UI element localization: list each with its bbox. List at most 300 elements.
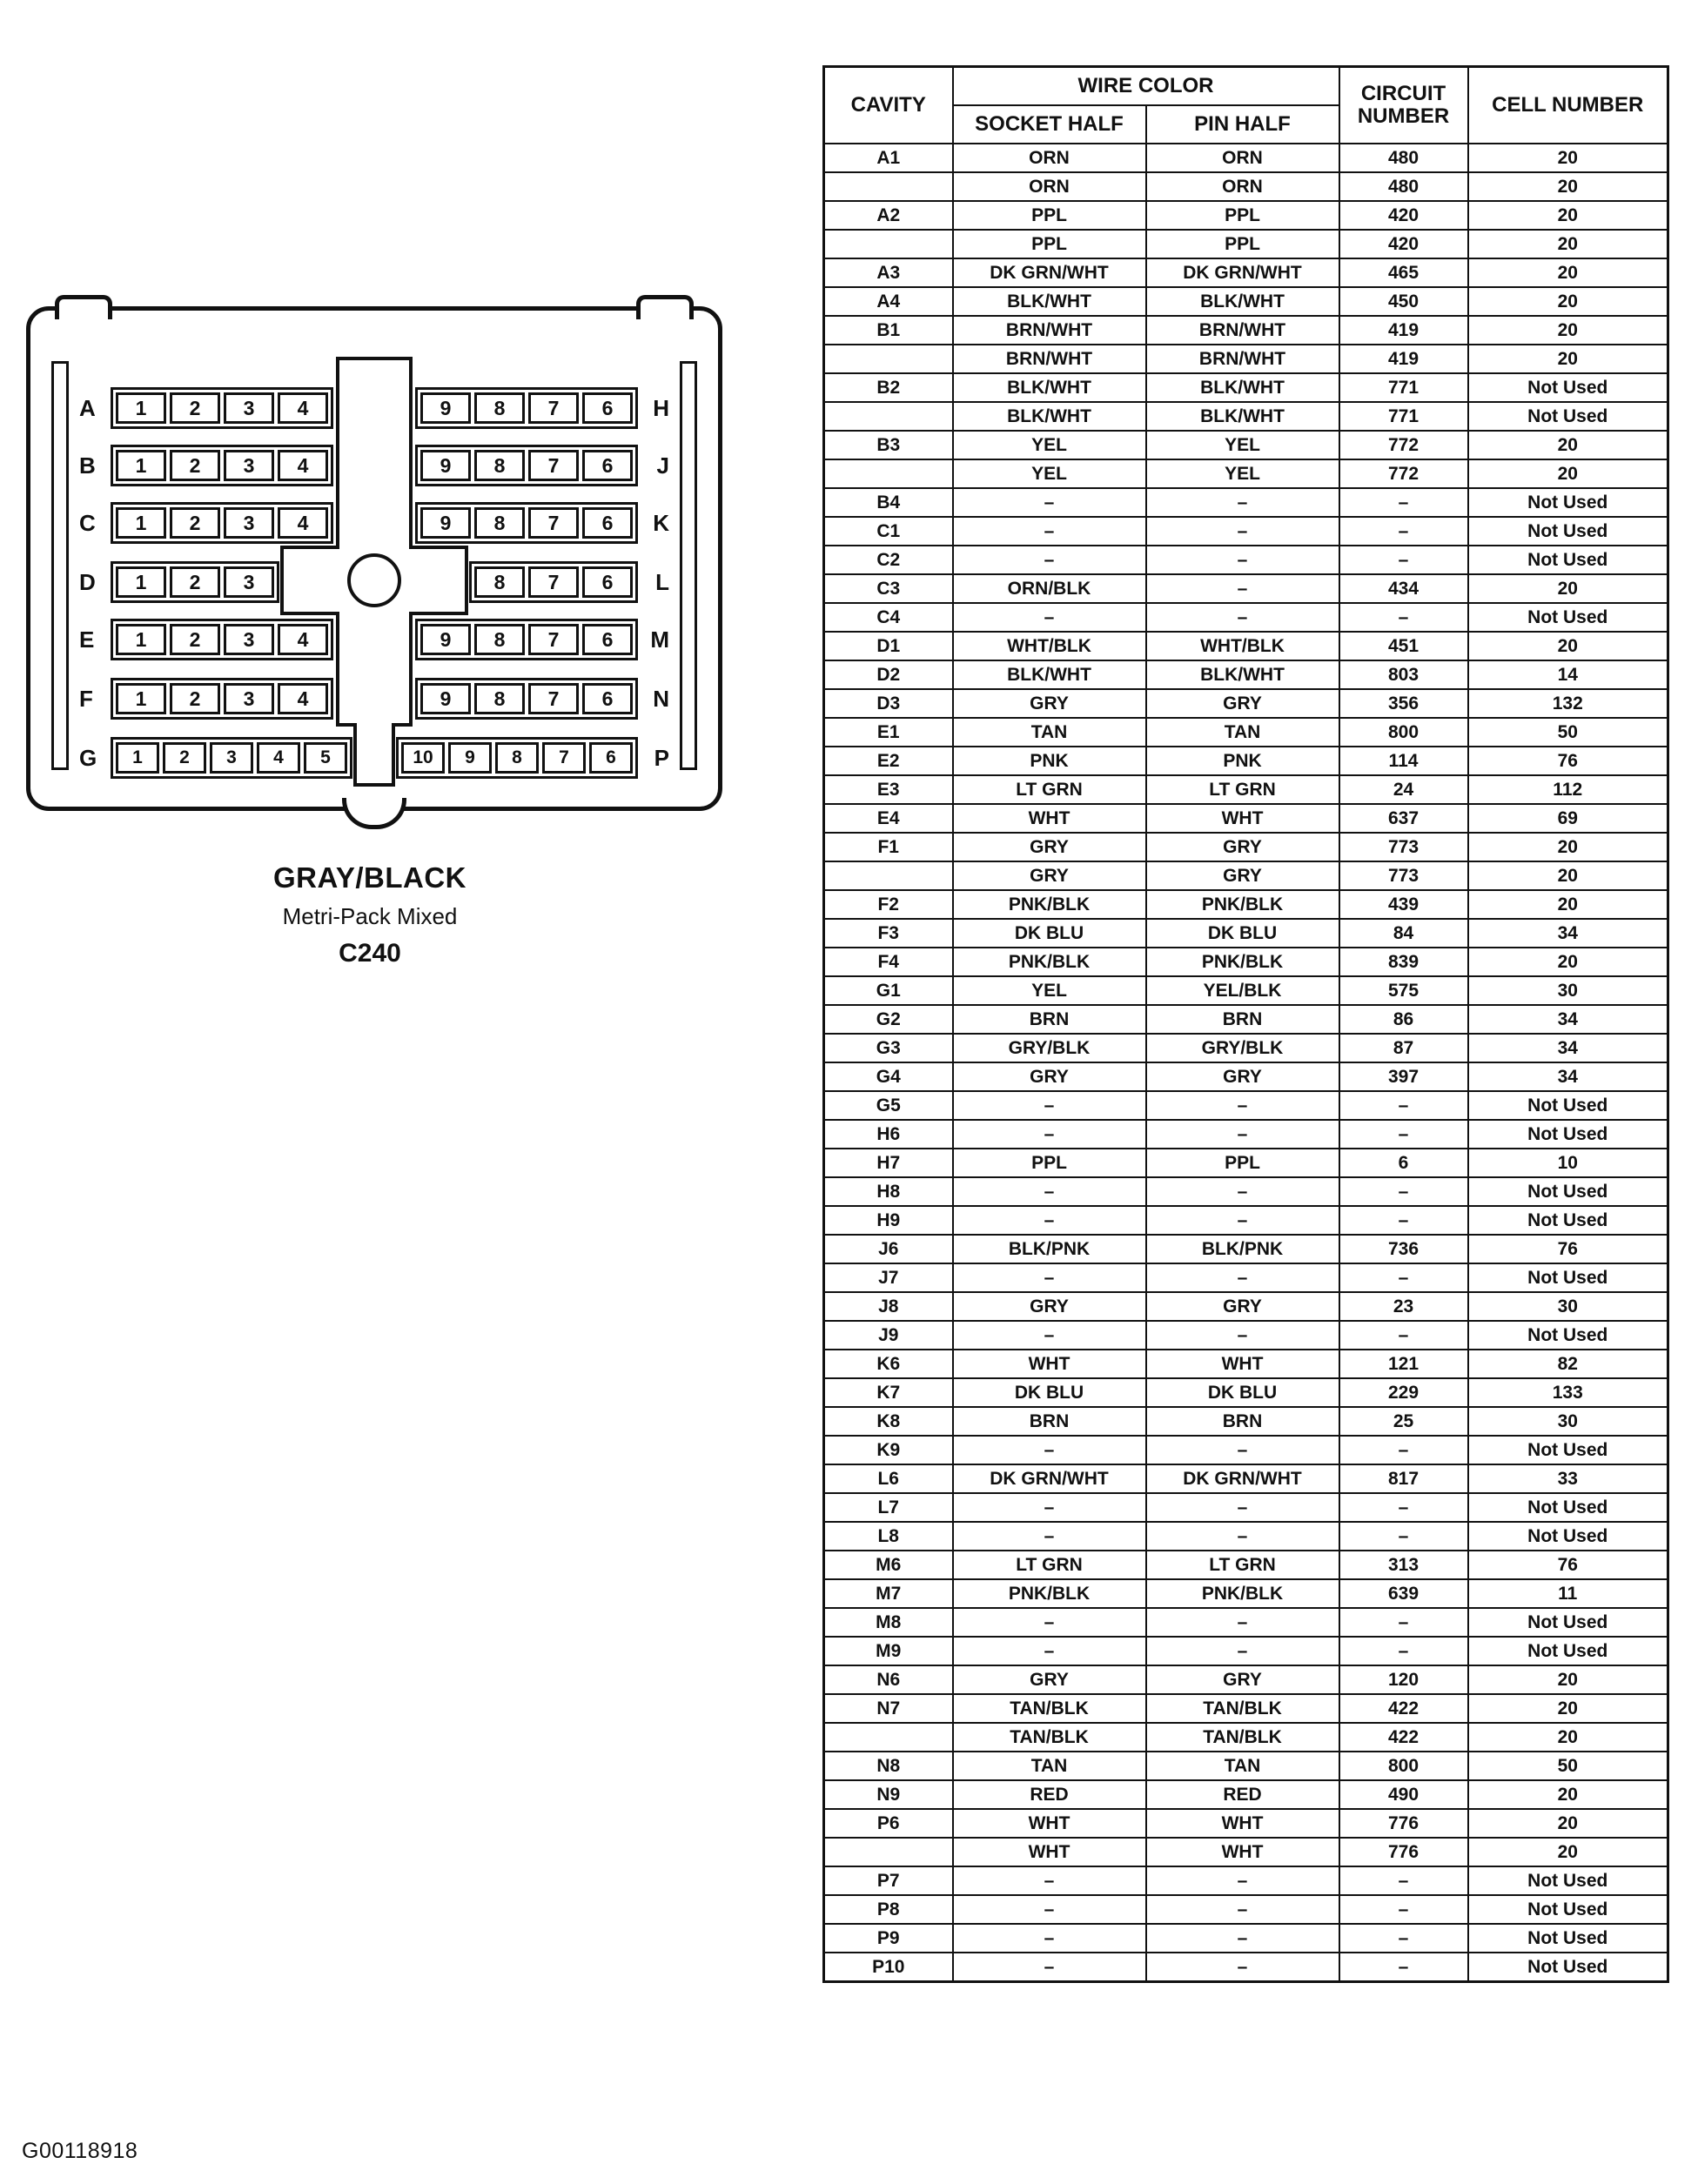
socket-half-cell: GRY (953, 1062, 1146, 1091)
pin-K6: 6 (582, 507, 633, 539)
cavity-cell: A4 (824, 287, 953, 316)
cavity-cell: P7 (824, 1866, 953, 1895)
cell-number-cell: 20 (1468, 1723, 1668, 1752)
wire-table-row (824, 1034, 1668, 1062)
wire-table-row (824, 144, 1668, 172)
wire-table-row (824, 1120, 1668, 1149)
cavity-cell: F1 (824, 833, 953, 861)
pin-half-cell: DK GRN/WHT (1146, 258, 1339, 287)
cavity-cell (824, 1723, 953, 1752)
socket-half-cell: ORN/BLK (953, 574, 1146, 603)
cell-number-cell: 20 (1468, 632, 1668, 660)
pin-C4: 4 (278, 507, 328, 539)
pin-half-cell: PNK (1146, 747, 1339, 775)
circuit-number-cell: 439 (1339, 890, 1468, 919)
pin-L7: 7 (528, 566, 579, 598)
cavity-cell: D3 (824, 689, 953, 718)
cavity-cell: C3 (824, 574, 953, 603)
wire-table-row (824, 1551, 1668, 1579)
connector-pin-rows (30, 311, 718, 807)
pin-half-cell: PNK/BLK (1146, 948, 1339, 976)
pin-P7: 7 (542, 742, 586, 774)
wire-table-row (824, 402, 1668, 431)
pin-half-cell: ORN (1146, 144, 1339, 172)
cell-number-cell: 132 (1468, 689, 1668, 718)
pin-group-left-C (111, 502, 333, 544)
pin-half-cell: – (1146, 1177, 1339, 1206)
pin-F3: 3 (224, 683, 274, 714)
pin-K7: 7 (528, 507, 579, 539)
connector-row-label-C: C (79, 510, 96, 536)
cell-number-cell: Not Used (1468, 1522, 1668, 1551)
connector-row-D (79, 561, 669, 603)
socket-half-cell: BLK/PNK (953, 1235, 1146, 1263)
pin-half-cell: – (1146, 1608, 1339, 1637)
cell-number-cell: Not Used (1468, 1091, 1668, 1120)
cavity-cell: N8 (824, 1752, 953, 1780)
socket-half-cell: – (953, 1924, 1146, 1953)
socket-half-cell: PNK/BLK (953, 948, 1146, 976)
pin-half-cell: WHT (1146, 1350, 1339, 1378)
cavity-cell: A2 (824, 201, 953, 230)
pin-half-cell: DK GRN/WHT (1146, 1464, 1339, 1493)
circuit-number-cell: 25 (1339, 1407, 1468, 1436)
cavity-cell (824, 230, 953, 258)
wire-table-row (824, 1206, 1668, 1235)
pin-half-cell: LT GRN (1146, 775, 1339, 804)
connector-type-label: Metri-Pack Mixed (282, 903, 458, 929)
circuit-number-cell: – (1339, 1953, 1468, 1982)
cell-number-cell: 20 (1468, 861, 1668, 890)
cell-number-cell: 20 (1468, 230, 1668, 258)
cavity-cell: K9 (824, 1436, 953, 1464)
pin-half-cell: – (1146, 1321, 1339, 1350)
cavity-cell (824, 345, 953, 373)
cavity-cell: C1 (824, 517, 953, 546)
cavity-cell: G5 (824, 1091, 953, 1120)
pin-half-cell: TAN/BLK (1146, 1723, 1339, 1752)
pin-half-cell: DK BLU (1146, 1378, 1339, 1407)
circuit-number-cell: 23 (1339, 1292, 1468, 1321)
pin-half-cell: GRY (1146, 861, 1339, 890)
cell-number-cell: 30 (1468, 1407, 1668, 1436)
pin-group-left-E (111, 619, 333, 660)
cell-number-cell: 20 (1468, 1665, 1668, 1694)
pin-M9: 9 (420, 624, 471, 655)
socket-half-cell: BRN (953, 1407, 1146, 1436)
connector-row-C (79, 502, 669, 544)
circuit-number-cell: 434 (1339, 574, 1468, 603)
pin-M7: 7 (528, 624, 579, 655)
pin-group-right-J (415, 445, 638, 486)
socket-half-cell: YEL (953, 459, 1146, 488)
wire-table-row (824, 1895, 1668, 1924)
pin-group-left-F (111, 678, 333, 720)
connector-row-G (79, 737, 669, 779)
socket-half-cell: BRN/WHT (953, 345, 1146, 373)
connector-row-label-L: L (655, 569, 669, 595)
cavity-cell: G3 (824, 1034, 953, 1062)
wire-table-row (824, 1436, 1668, 1464)
circuit-number-cell: 480 (1339, 172, 1468, 201)
circuit-number-cell: – (1339, 1321, 1468, 1350)
cell-number-cell: Not Used (1468, 1436, 1668, 1464)
circuit-number-cell: 575 (1339, 976, 1468, 1005)
circuit-number-cell: 419 (1339, 345, 1468, 373)
socket-half-cell: DK GRN/WHT (953, 258, 1146, 287)
pin-half-cell: – (1146, 1895, 1339, 1924)
pin-N7: 7 (528, 683, 579, 714)
figure-id: G00118918 (22, 2139, 138, 2163)
pin-half-cell: LT GRN (1146, 1551, 1339, 1579)
connector-row-label-J: J (656, 452, 669, 479)
pin-half-cell: – (1146, 1091, 1339, 1120)
circuit-number-cell: 637 (1339, 804, 1468, 833)
cavity-cell: C4 (824, 603, 953, 632)
wire-table-row (824, 718, 1668, 747)
pin-H6: 6 (582, 392, 633, 424)
cell-number-cell: Not Used (1468, 1120, 1668, 1149)
header-socket-half: SOCKET HALF (953, 105, 1146, 144)
pin-half-cell: – (1146, 1436, 1339, 1464)
connector-tab-top-right-icon (636, 295, 694, 319)
wire-table-row (824, 1263, 1668, 1292)
cavity-cell: H6 (824, 1120, 953, 1149)
pin-E2: 2 (170, 624, 220, 655)
wire-table-row (824, 1579, 1668, 1608)
pin-half-cell: – (1146, 1206, 1339, 1235)
socket-half-cell: PPL (953, 1149, 1146, 1177)
pin-group-right-M (415, 619, 638, 660)
circuit-number-cell: 800 (1339, 1752, 1468, 1780)
cell-number-cell: Not Used (1468, 1493, 1668, 1522)
cell-number-cell: Not Used (1468, 1321, 1668, 1350)
socket-half-cell: – (953, 1321, 1146, 1350)
circuit-number-cell: 229 (1339, 1378, 1468, 1407)
connector-row-label-G: G (79, 745, 97, 771)
cell-number-cell: 20 (1468, 144, 1668, 172)
cavity-cell: B1 (824, 316, 953, 345)
cavity-cell: N9 (824, 1780, 953, 1809)
circuit-number-cell: – (1339, 1866, 1468, 1895)
pin-half-cell: YEL (1146, 459, 1339, 488)
pin-half-cell: BLK/WHT (1146, 402, 1339, 431)
socket-half-cell: PPL (953, 230, 1146, 258)
pin-half-cell: – (1146, 1522, 1339, 1551)
cell-number-cell: 20 (1468, 1780, 1668, 1809)
socket-half-cell: WHT (953, 804, 1146, 833)
pin-H8: 8 (474, 392, 525, 424)
cavity-cell: M9 (824, 1637, 953, 1665)
circuit-number-cell: 397 (1339, 1062, 1468, 1091)
pin-G3: 3 (210, 742, 253, 774)
circuit-number-cell: 422 (1339, 1723, 1468, 1752)
cell-number-cell: 30 (1468, 1292, 1668, 1321)
circuit-number-cell: – (1339, 1924, 1468, 1953)
cell-number-cell: 20 (1468, 172, 1668, 201)
wire-table-row (824, 747, 1668, 775)
pin-G1: 1 (116, 742, 159, 774)
pin-half-cell: GRY/BLK (1146, 1034, 1339, 1062)
wire-table-row (824, 1292, 1668, 1321)
pin-E1: 1 (116, 624, 166, 655)
cavity-cell: P10 (824, 1953, 953, 1982)
circuit-number-cell: 114 (1339, 747, 1468, 775)
wire-table-row (824, 1809, 1668, 1838)
cell-number-cell: Not Used (1468, 517, 1668, 546)
header-cell-number: CELL NUMBER (1468, 67, 1668, 144)
wire-table-row (824, 861, 1668, 890)
circuit-number-cell: 773 (1339, 833, 1468, 861)
connector-row-label-K: K (653, 510, 669, 536)
wire-table-row (824, 574, 1668, 603)
cell-number-cell: Not Used (1468, 1895, 1668, 1924)
pin-G2: 2 (163, 742, 206, 774)
cell-number-cell: 50 (1468, 1752, 1668, 1780)
circuit-number-cell: 771 (1339, 373, 1468, 402)
pin-half-cell: – (1146, 1263, 1339, 1292)
cavity-cell: P6 (824, 1809, 953, 1838)
socket-half-cell: PNK/BLK (953, 1579, 1146, 1608)
socket-half-cell: – (953, 517, 1146, 546)
pin-group-left-A (111, 387, 333, 429)
circuit-number-cell: 772 (1339, 459, 1468, 488)
pin-half-cell: PNK/BLK (1146, 1579, 1339, 1608)
wire-table-row (824, 431, 1668, 459)
pin-half-cell: BLK/WHT (1146, 287, 1339, 316)
pin-half-cell: – (1146, 1493, 1339, 1522)
cell-number-cell: 33 (1468, 1464, 1668, 1493)
circuit-number-cell: – (1339, 1091, 1468, 1120)
wire-table-row (824, 1321, 1668, 1350)
cavity-cell (824, 172, 953, 201)
pin-A4: 4 (278, 392, 328, 424)
connector-caption (26, 861, 714, 968)
connector-tab-top-left-icon (55, 295, 112, 319)
pin-P10: 10 (401, 742, 445, 774)
cavity-cell (824, 861, 953, 890)
pin-D3: 3 (224, 566, 274, 598)
pin-half-cell: WHT/BLK (1146, 632, 1339, 660)
wire-table-row (824, 1838, 1668, 1866)
pin-half-cell: – (1146, 1120, 1339, 1149)
pin-half-cell: BRN/WHT (1146, 345, 1339, 373)
connector-row-label-M: M (650, 626, 669, 653)
wire-table-row (824, 1005, 1668, 1034)
socket-half-cell: BRN (953, 1005, 1146, 1034)
wire-table-row (824, 1493, 1668, 1522)
pin-half-cell: BLK/WHT (1146, 373, 1339, 402)
cavity-cell: C2 (824, 546, 953, 574)
socket-half-cell: – (953, 1263, 1146, 1292)
pin-J6: 6 (582, 450, 633, 481)
circuit-number-cell: 771 (1339, 402, 1468, 431)
cell-number-cell: Not Used (1468, 1608, 1668, 1637)
cavity-cell: D2 (824, 660, 953, 689)
wire-table-row (824, 833, 1668, 861)
pin-K9: 9 (420, 507, 471, 539)
header-circuit-number: CIRCUIT NUMBER (1339, 67, 1468, 144)
cavity-cell: K8 (824, 1407, 953, 1436)
pin-J9: 9 (420, 450, 471, 481)
wire-table-row (824, 1407, 1668, 1436)
cavity-cell (824, 459, 953, 488)
socket-half-cell: – (953, 1177, 1146, 1206)
connector-row-A (79, 387, 669, 429)
cavity-cell: P8 (824, 1895, 953, 1924)
cell-number-cell: 20 (1468, 890, 1668, 919)
wire-table-row (824, 1924, 1668, 1953)
connector-row-label-F: F (79, 686, 93, 712)
socket-half-cell: – (953, 1091, 1146, 1120)
pin-F1: 1 (116, 683, 166, 714)
pin-half-cell: YEL/BLK (1146, 976, 1339, 1005)
cell-number-cell: 20 (1468, 1809, 1668, 1838)
wire-table-row (824, 201, 1668, 230)
pin-J8: 8 (474, 450, 525, 481)
cavity-cell: B2 (824, 373, 953, 402)
wire-table-row (824, 459, 1668, 488)
cavity-cell: H7 (824, 1149, 953, 1177)
pin-group-left-D (111, 561, 279, 603)
pin-group-right-P (396, 737, 638, 779)
connector-row-label-E: E (79, 626, 95, 653)
circuit-number-cell: 87 (1339, 1034, 1468, 1062)
wire-table-row (824, 316, 1668, 345)
cell-number-cell: 76 (1468, 747, 1668, 775)
socket-half-cell: GRY/BLK (953, 1034, 1146, 1062)
circuit-number-cell: 639 (1339, 1579, 1468, 1608)
socket-half-cell: PNK/BLK (953, 890, 1146, 919)
connector-id-label: C240 (339, 939, 401, 968)
cell-number-cell: 76 (1468, 1235, 1668, 1263)
wire-table-row (824, 488, 1668, 517)
cavity-cell: J6 (824, 1235, 953, 1263)
cavity-cell: G4 (824, 1062, 953, 1091)
wire-table-row (824, 373, 1668, 402)
pin-group-right-N (415, 678, 638, 720)
socket-half-cell: ORN (953, 144, 1146, 172)
cavity-cell: M8 (824, 1608, 953, 1637)
wire-table-row (824, 1522, 1668, 1551)
connector-row-label-A: A (79, 395, 96, 421)
pin-L6: 6 (582, 566, 633, 598)
pin-P8: 8 (495, 742, 539, 774)
pin-N9: 9 (420, 683, 471, 714)
socket-half-cell: BRN/WHT (953, 316, 1146, 345)
socket-half-cell: BLK/WHT (953, 402, 1146, 431)
cavity-cell: E2 (824, 747, 953, 775)
cell-number-cell: 20 (1468, 287, 1668, 316)
socket-half-cell: – (953, 1895, 1146, 1924)
socket-half-cell: – (953, 1436, 1146, 1464)
pin-B2: 2 (170, 450, 220, 481)
cell-number-cell: Not Used (1468, 1637, 1668, 1665)
pin-half-cell: – (1146, 1866, 1339, 1895)
connector-row-label-B: B (79, 452, 96, 479)
socket-half-cell: – (953, 1522, 1146, 1551)
circuit-number-cell: 465 (1339, 258, 1468, 287)
pin-half-cell: BLK/PNK (1146, 1235, 1339, 1263)
pin-C1: 1 (116, 507, 166, 539)
wire-table-body (824, 144, 1668, 1982)
circuit-number-cell: – (1339, 1120, 1468, 1149)
cell-number-cell: 50 (1468, 718, 1668, 747)
pin-half-cell: BLK/WHT (1146, 660, 1339, 689)
pin-half-cell: – (1146, 603, 1339, 632)
circuit-number-cell: 772 (1339, 431, 1468, 459)
circuit-number-cell: – (1339, 1177, 1468, 1206)
connector-row-F (79, 678, 669, 720)
pin-A1: 1 (116, 392, 166, 424)
pin-P9: 9 (448, 742, 492, 774)
wire-table-row (824, 1177, 1668, 1206)
circuit-number-cell: 420 (1339, 201, 1468, 230)
cell-number-cell: 20 (1468, 1694, 1668, 1723)
pin-half-cell: RED (1146, 1780, 1339, 1809)
pin-N6: 6 (582, 683, 633, 714)
cavity-cell: F4 (824, 948, 953, 976)
circuit-number-cell: – (1339, 1206, 1468, 1235)
wire-table-row (824, 1350, 1668, 1378)
socket-half-cell: TAN (953, 1752, 1146, 1780)
pin-M8: 8 (474, 624, 525, 655)
cavity-cell: N6 (824, 1665, 953, 1694)
wire-table-row (824, 1953, 1668, 1982)
pin-half-cell: – (1146, 1924, 1339, 1953)
pin-half-cell: GRY (1146, 689, 1339, 718)
circuit-number-cell: 803 (1339, 660, 1468, 689)
circuit-number-cell: – (1339, 546, 1468, 574)
socket-half-cell: – (953, 488, 1146, 517)
wire-table-header (824, 67, 1668, 144)
cell-number-cell: Not Used (1468, 402, 1668, 431)
socket-half-cell: – (953, 1120, 1146, 1149)
cavity-cell: H8 (824, 1177, 953, 1206)
socket-half-cell: DK GRN/WHT (953, 1464, 1146, 1493)
circuit-number-cell: 839 (1339, 948, 1468, 976)
cell-number-cell: 10 (1468, 1149, 1668, 1177)
pin-D2: 2 (170, 566, 220, 598)
circuit-number-cell: 736 (1339, 1235, 1468, 1263)
cavity-cell: L8 (824, 1522, 953, 1551)
circuit-number-cell: 313 (1339, 1551, 1468, 1579)
pin-B4: 4 (278, 450, 328, 481)
circuit-number-cell: 24 (1339, 775, 1468, 804)
pin-group-left-B (111, 445, 333, 486)
socket-half-cell: GRY (953, 689, 1146, 718)
pin-group-right-K (415, 502, 638, 544)
cavity-cell: J7 (824, 1263, 953, 1292)
cell-number-cell: 69 (1468, 804, 1668, 833)
cavity-cell: E4 (824, 804, 953, 833)
wire-table-row (824, 1062, 1668, 1091)
connector-row-label-P: P (654, 745, 669, 771)
pin-K8: 8 (474, 507, 525, 539)
pin-N8: 8 (474, 683, 525, 714)
cavity-cell: H9 (824, 1206, 953, 1235)
cell-number-cell: Not Used (1468, 488, 1668, 517)
pin-half-cell: TAN (1146, 718, 1339, 747)
cell-number-cell: 20 (1468, 833, 1668, 861)
cavity-cell (824, 1838, 953, 1866)
connector-row-B (79, 445, 669, 486)
pin-half-cell: DK BLU (1146, 919, 1339, 948)
cell-number-cell: 34 (1468, 1062, 1668, 1091)
cell-number-cell: 34 (1468, 1005, 1668, 1034)
socket-half-cell: BLK/WHT (953, 373, 1146, 402)
socket-half-cell: TAN (953, 718, 1146, 747)
